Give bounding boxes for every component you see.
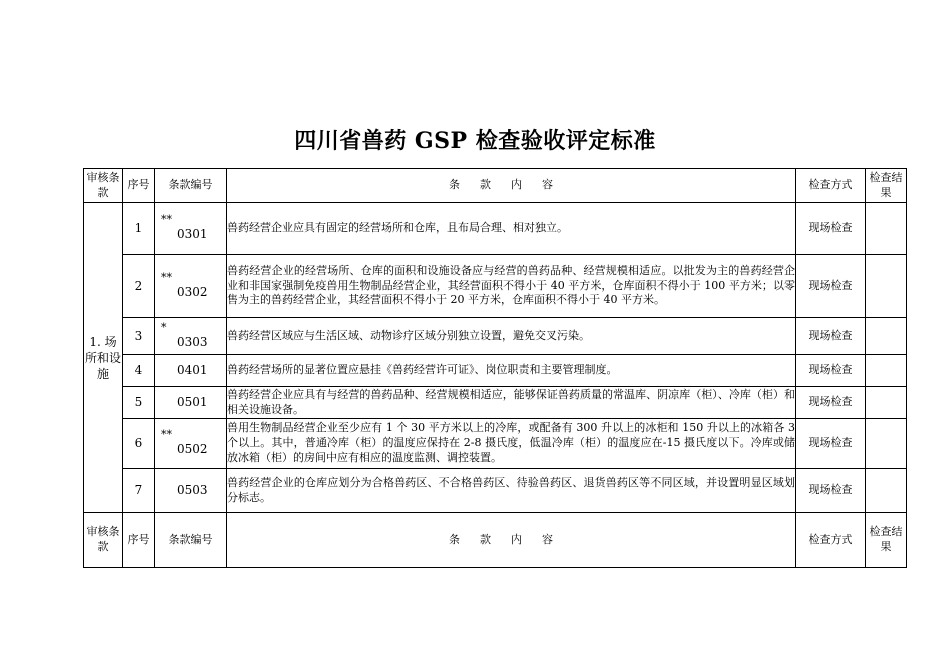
importance-stars: ** xyxy=(161,270,172,284)
row-seq: 4 xyxy=(123,355,155,387)
section-label: 1. 场所和设施 xyxy=(84,203,123,513)
clause-code: 0302 xyxy=(177,284,208,299)
standards-table xyxy=(83,168,907,568)
check-method: 现场检查 xyxy=(796,318,866,355)
importance-stars: ** xyxy=(161,213,172,227)
header-seq: 序号 xyxy=(123,169,155,203)
clause-code-cell xyxy=(155,318,227,355)
row-seq: 3 xyxy=(123,318,155,355)
importance-stars: * xyxy=(161,320,167,334)
clause-code: 0501 xyxy=(177,395,208,410)
clause-content: 兽药经营企业应具有固定的经营场所和仓库，且布局合理、相对独立。 xyxy=(227,203,796,255)
clause-content: 兽药经营企业应具有与经营的兽药品种、经营规模相适应，能够保证兽药质量的常温库、阴凉库（柜）、冷库（柜）和相关设施设备。 xyxy=(227,387,796,419)
clause-code: 0502 xyxy=(177,442,208,457)
table-row xyxy=(84,255,907,318)
clause-code-cell xyxy=(155,387,227,419)
clause-code-cell xyxy=(155,419,227,469)
clause-content: 兽药经营场所的显著位置应悬挂《兽药经营许可证》、岗位职责和主要管理制度。 xyxy=(227,355,796,387)
footer-seq: 序号 xyxy=(123,513,155,568)
clause-code: 0503 xyxy=(177,483,208,498)
check-result xyxy=(866,318,907,355)
table-row xyxy=(84,203,907,255)
importance-stars: ** xyxy=(161,428,172,442)
table-row xyxy=(84,469,907,513)
table-footer-row xyxy=(84,513,907,568)
table-header-row xyxy=(84,169,907,203)
row-seq: 2 xyxy=(123,255,155,318)
clause-content: 兽药经营区域应与生活区域、动物诊疗区域分别独立设置，避免交叉污染。 xyxy=(227,318,796,355)
page-title: 四川省兽药 GSP 检查验收评定标准 xyxy=(294,128,656,154)
check-result xyxy=(866,355,907,387)
check-result xyxy=(866,203,907,255)
table-row xyxy=(84,318,907,355)
clause-content: 兽用生物制品经营企业至少应有 1 个 30 平方米以上的冷库，或配备有 300 升以上的冰柜和 150 升以上的冰箱各 3 个以上。其中，普通冷库（柜）的温度应保持在 2-8 摄氏度，低温冷库（柜）的温度应在-15 摄氏度以下。冷库或储放冰箱（柜）的房间中应有相应的温度监测、调控装置。 xyxy=(227,419,796,469)
row-seq: 5 xyxy=(123,387,155,419)
table-row xyxy=(84,419,907,469)
check-method: 现场检查 xyxy=(796,355,866,387)
check-result xyxy=(866,387,907,419)
check-method: 现场检查 xyxy=(796,203,866,255)
clause-code: 0303 xyxy=(177,334,208,349)
footer-result: 检查结果 xyxy=(866,513,907,568)
header-clause-no: 条款编号 xyxy=(155,169,227,203)
footer-content: 条款内容 xyxy=(227,513,796,568)
check-method: 现场检查 xyxy=(796,469,866,513)
table-row xyxy=(84,387,907,419)
footer-clause-no: 条款编号 xyxy=(155,513,227,568)
check-result xyxy=(866,469,907,513)
clause-code-cell xyxy=(155,469,227,513)
header-method: 检查方式 xyxy=(796,169,866,203)
row-seq: 6 xyxy=(123,419,155,469)
check-method: 现场检查 xyxy=(796,387,866,419)
clause-code-cell xyxy=(155,355,227,387)
check-result xyxy=(866,255,907,318)
footer-audit-item: 审核条款 xyxy=(84,513,123,568)
clause-code: 0401 xyxy=(177,363,208,378)
check-result xyxy=(866,419,907,469)
check-method: 现场检查 xyxy=(796,419,866,469)
clause-code-cell xyxy=(155,203,227,255)
row-seq: 1 xyxy=(123,203,155,255)
table-row xyxy=(84,355,907,387)
clause-code-cell xyxy=(155,255,227,318)
row-seq: 7 xyxy=(123,469,155,513)
header-content: 条款内容 xyxy=(227,169,796,203)
header-audit-item: 审核条款 xyxy=(84,169,123,203)
header-result: 检查结果 xyxy=(866,169,907,203)
clause-content: 兽药经营企业的仓库应划分为合格兽药区、不合格兽药区、待验兽药区、退货兽药区等不同区域，并设置明显区域划分标志。 xyxy=(227,469,796,513)
clause-content: 兽药经营企业的经营场所、仓库的面积和设施设备应与经营的兽药品种、经营规模相适应。以批发为主的兽药经营企业和非国家强制免疫兽用生物制品经营企业，其经营面积不得小于 40 平方米，仓库面积不得小于 100 平方米；以零售为主的兽药经营企业，其经营面积不得小于 20 平方米，仓库面积不得小于 40 平方米。 xyxy=(227,255,796,318)
clause-code: 0301 xyxy=(177,227,208,242)
footer-method: 检查方式 xyxy=(796,513,866,568)
check-method: 现场检查 xyxy=(796,255,866,318)
